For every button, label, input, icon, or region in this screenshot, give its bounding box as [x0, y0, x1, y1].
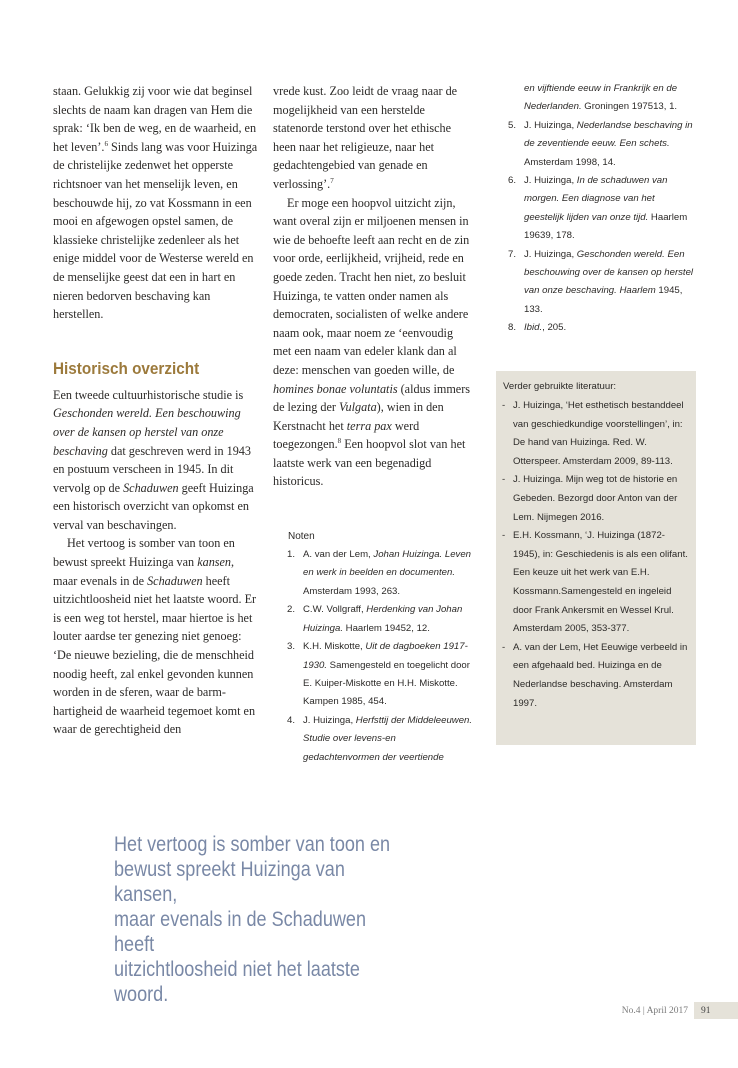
literature-list — [496, 397, 696, 713]
literature-box — [496, 371, 696, 745]
note-item-continued: en vijftiende eeuw in Frankrijk en de Nederlanden. Groningen 197513, 1. — [524, 83, 678, 113]
section-heading: Historisch overzicht — [53, 358, 200, 378]
paragraph: Een tweede cultuurhistorische studie is Geschonden wereld. Een beschouwing over de kansen op herstel van onze beschaving dat geschreven werd in 1943 en postuum verscheen in 1945. In dit vervolg op de Schaduwen geeft Huizinga een historisch overzicht van opkomst en verval van beschavingen. — [53, 387, 254, 532]
note-item: 3. K.H. Miskotte, Uit de dagboeken 1917-1930. Samengesteld en toegelicht door E. Kuiper-Miskotte en H.H. Miskotte. Kampen 1985, 454. — [287, 641, 470, 708]
note-item: 7. J. Huizinga, Geschonden wereld. Een beschouwing over de kansen op herstel van onze beschaving. Haarlem 1945, 133. — [508, 248, 694, 315]
column-right-notes — [496, 80, 696, 338]
paragraph: Er moge een hoopvol uitzicht zijn, want overal zijn er miljoenen mensen in wie de behoefte leeft aan recht en de zin voor orde, eerlijkheid, vrijheid, rede en goede zeden. Tracht hen niet, zo besluit Huizinga, te vatten onder namen als democraten, socialisten of welke andere naam ook, maar noem ze ‘eenvoudig met een naam van edeler klank dan al deze: menschen van goeden wille, de homines bonae voluntatis (aldus immers de lezing der Vulgata), wien in den Kerstnacht het terra pax werd toegezongen.$^8$ Een hoopvol slot van het laatste werk van een begenadigd historicus. — [273, 195, 471, 489]
literature-item: - J. Huizinga. Mijn weg tot de historie en Gebeden. Bezorgd door Anton van der Lem. Nijmegen 2016. — [502, 474, 678, 523]
issue-info: No.4 | April 2017 — [621, 1005, 688, 1016]
notes-list — [273, 546, 473, 767]
paragraph: vrede kust. Zoo leidt de vraag naar de mogelijkheid van een herstelde statenorde terstond over het ethische heen naar het religieuze, naar het gedachtengebied van genade en verlossing’.$^7$ — [273, 84, 458, 191]
notes-title: Noten — [288, 531, 315, 543]
footnote-ref[interactable]: 8 — [337, 437, 342, 446]
paragraph: staan. Gelukkig zij voor wie dat beginsel slechts de naam kan dragen van Hem die sprak: ‘Ik ben de weg, en de waarheid, en het leven’.$^6$ Sinds lang was voor Huizinga de christelijke zedenwet het opperste richtsnoer van het menselijk leven, en beschouwde hij, zo vat Kossmann in een mooi en afgewogen opstel samen, de klassieke christelijke zedenleer als het enige middel voor de Westerse wereld en de menselijke geest dat een in hart en nieren bedorven beschaving kan herstellen. — [53, 84, 258, 322]
page-footer — [622, 1002, 738, 1019]
pull-quote: Het vertoog is somber van toon en bewust spreekt Huizinga van kansen, maar evenals in de Schaduwen heeft uitzichtloosheid niet het laatste woord. — [114, 833, 391, 1006]
note-item: 6. J. Huizinga, In de schaduwen van morgen. Een diagnose van het geestelijk lijden van onze tijd. Haarlem 19639, 178. — [508, 175, 688, 242]
note-item: 2. C.W. Vollgraff, Herdenking van Johan Huizinga. Haarlem 19452, 12. — [287, 604, 463, 634]
column-middle — [273, 82, 473, 767]
footnote-ref[interactable]: 6 — [104, 139, 108, 148]
literature-title: Verder gebruikte literatuur: — [503, 381, 617, 392]
notes-list — [496, 80, 696, 338]
literature-item: - J. Huizinga, ‘Het esthetisch bestanddeel van geschiedkundige voorstellingen’, in: De hand van Huizinga. Red. W. Otterspeer. Amsterdam 2009, 89-113. — [502, 400, 684, 467]
literature-item: - E.H. Kossmann, ‘J. Huizinga (1872-1945), in: Geschiedenis is als een olifant. Een keuze uit het werk van E.H. Kossmann.Samengesteld en ingeleid door Frank Ankersmit en Wessel Krul. Amsterdam 2005, 353-377. — [502, 530, 688, 635]
footnote-ref[interactable]: 7 — [330, 176, 334, 185]
paragraph: Het vertoog is somber van toon en bewust spreekt Huizinga van kansen, maar evenals in de Schaduwen heeft uitzichtloosheid niet het laatste woord. Er is een weg tot herstel, maar hiertoe is het louter aardse ter genezing niet genoeg: ‘De nieuwe bezieling, die de menschheid noodig heeft, zal enkel gevonden kunnen worden in de sferen, waar de barmhartigheid de waarheid tegemoet komt en waar de gerechtigheid den — [53, 536, 257, 737]
note-item: 1. A. van der Lem, Johan Huizinga. Leven en werk in beelden en documenten. Amsterdam 1993, 263. — [287, 549, 471, 597]
column-left — [53, 82, 258, 739]
note-item: 8. Ibid., 205. — [508, 322, 567, 334]
note-item: 5. J. Huizinga, Nederlandse beschaving in de zeventiende eeuw. Een schets. Amsterdam 1998, 14. — [508, 119, 693, 168]
literature-item: - A. van der Lem, Het Eeuwige verbeeld in een afgehaald bed. Huizinga en de Nederlandse beschaving. Amsterdam 1997. — [502, 641, 688, 709]
page-number: 91 — [694, 1002, 738, 1019]
note-item: 4. J. Huizinga, Herfsttij der Middeleeuwen. Studie over levens-en gedachtenvormen der veertiende — [287, 714, 473, 763]
